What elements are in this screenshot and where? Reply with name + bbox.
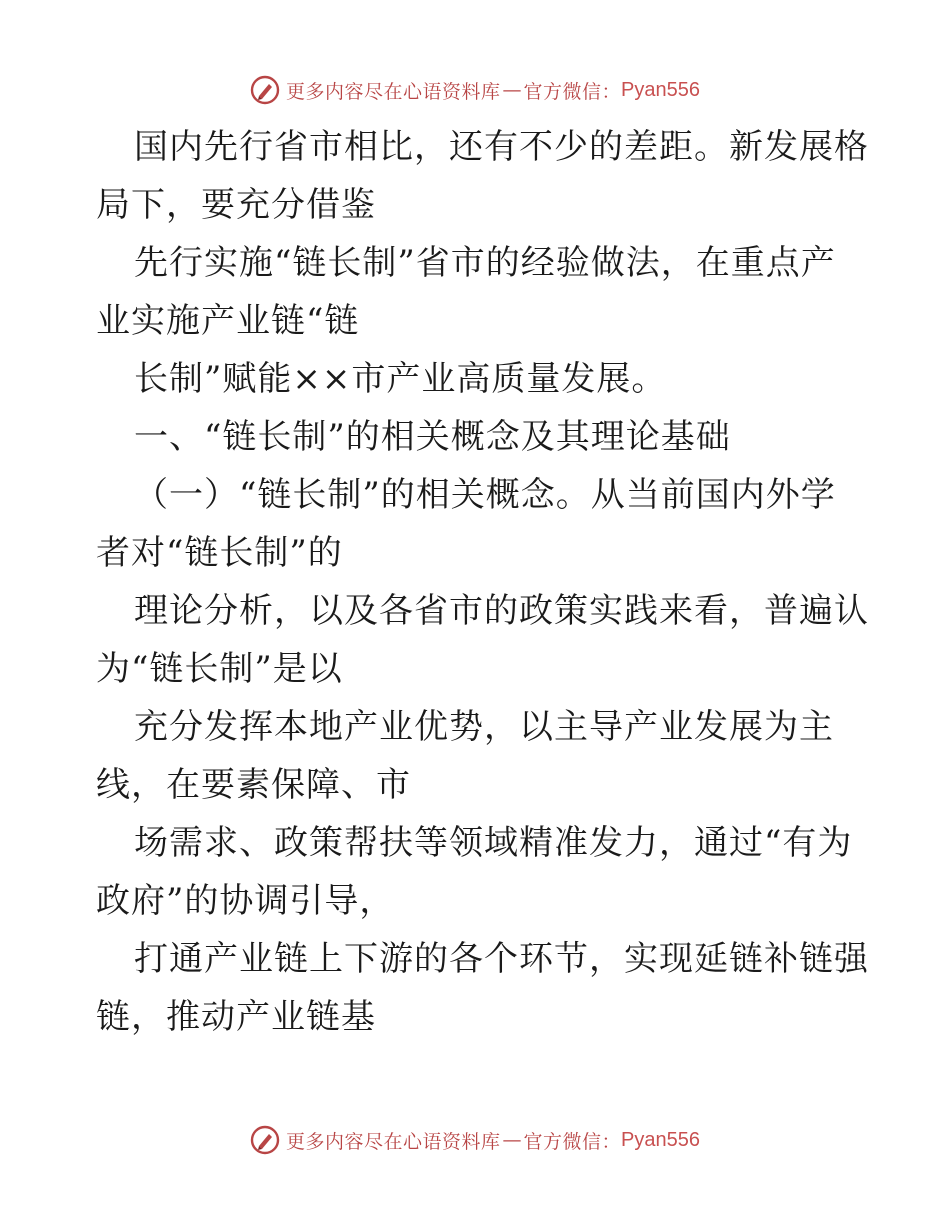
watermark-text: 更多内容尽在心语资料库 xyxy=(286,1130,501,1153)
body-text xyxy=(96,118,869,1046)
text-line: 长制”赋能××市产业高质量发展。 xyxy=(134,359,667,399)
pen-logo-icon xyxy=(250,1125,280,1155)
watermark-text: 更多内容尽在心语资料库 xyxy=(286,80,501,103)
watermark-official: 官方微信： xyxy=(523,80,622,103)
text-line: 理论分析，以及各省市的政策实践来看，普遍认 xyxy=(134,591,869,631)
text-line: 先行实施“链长制”省市的经验做法，在重点产 xyxy=(134,243,836,283)
section-heading: 一、“链长制”的相关概念及其理论基础 xyxy=(134,417,731,457)
pen-logo-icon xyxy=(250,75,280,105)
watermark-id: Pyan556 xyxy=(621,78,700,101)
text-line: 国内先行省市相比，还有不少的差距。新发展格 xyxy=(134,127,869,167)
text-line: 为“链长制”是以 xyxy=(96,649,343,689)
text-line: 场需求、政策帮扶等领域精准发力，通过“有为 xyxy=(134,823,853,863)
watermark-dash: — xyxy=(502,79,522,101)
header-watermark xyxy=(0,72,950,108)
footer-watermark xyxy=(0,1122,950,1158)
text-line: 打通产业链上下游的各个环节，实现延链补链强 xyxy=(134,939,869,979)
watermark-dash: — xyxy=(502,1129,522,1151)
text-line: 链，推动产业链基 xyxy=(96,997,376,1037)
text-line: 政府”的协调引导， xyxy=(96,881,395,921)
text-line: 业实施产业链“链 xyxy=(96,301,360,341)
text-line: 者对“链长制”的 xyxy=(96,533,343,573)
text-line: 线，在要素保障、市 xyxy=(96,765,411,805)
watermark-official: 官方微信： xyxy=(523,1130,622,1153)
watermark-id: Pyan556 xyxy=(621,1128,700,1151)
text-line: （一）“链长制”的相关概念。从当前国内外学 xyxy=(134,475,836,515)
text-line: 充分发挥本地产业优势，以主导产业发展为主 xyxy=(134,707,834,747)
text-line: 局下，要充分借鉴 xyxy=(96,185,376,225)
